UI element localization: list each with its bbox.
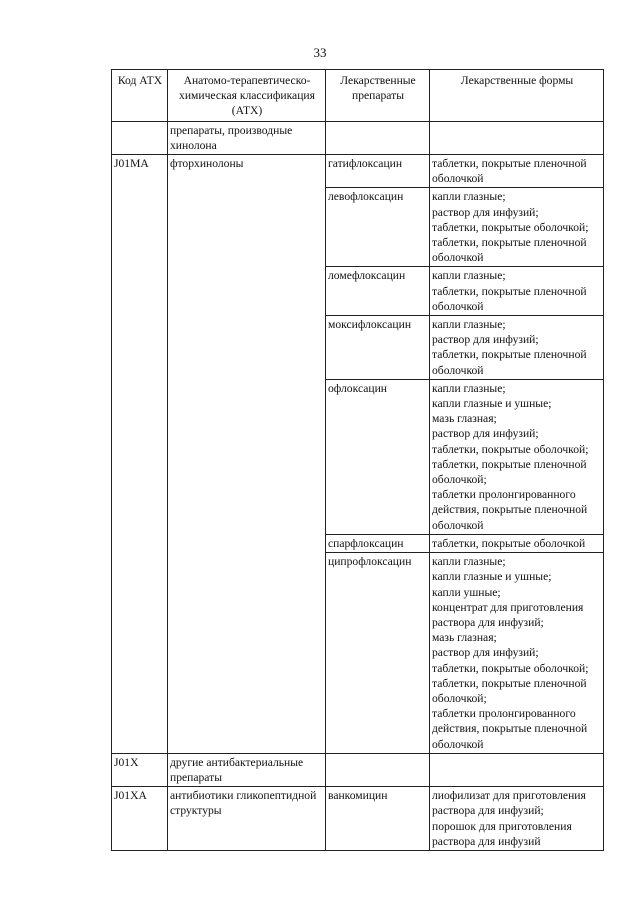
form-item: капли ушные; bbox=[432, 585, 501, 599]
forms-cell bbox=[430, 267, 604, 316]
table-row bbox=[112, 155, 604, 188]
form-item: таблетки, покрытые оболочкой bbox=[432, 536, 586, 550]
form-item: таблетки, покрытые пленочной оболочкой; bbox=[432, 457, 587, 487]
forms-cell bbox=[430, 316, 604, 380]
drug-cell: ломефлоксацин bbox=[326, 267, 430, 316]
form-item: таблетки, покрытые пленочной оболочкой bbox=[432, 348, 587, 377]
form-item: капли глазные; bbox=[432, 381, 506, 395]
atx-code-cell bbox=[112, 121, 168, 154]
forms-cell bbox=[430, 753, 604, 786]
table-row bbox=[112, 753, 604, 786]
forms-cell bbox=[430, 553, 604, 754]
form-item: таблетки, покрытые пленочной оболочкой bbox=[432, 284, 587, 313]
form-item: таблетки, покрытые пленочной оболочкой bbox=[432, 236, 587, 265]
form-item: таблетки пролонгированного действия, покрытые пленочной оболочкой bbox=[432, 707, 588, 751]
form-item: раствор для инфузий; bbox=[432, 205, 539, 219]
atx-code-cell: J01MA bbox=[112, 155, 168, 754]
drug-cell: ванкомицин bbox=[326, 787, 430, 851]
form-item: таблетки, покрытые оболочкой; bbox=[432, 661, 589, 675]
forms-cell bbox=[430, 787, 604, 851]
classification-cell: антибиотики гликопептидной структуры bbox=[168, 787, 326, 851]
table-row bbox=[112, 121, 604, 154]
form-item: раствор для инфузий; bbox=[432, 427, 539, 441]
table-row bbox=[112, 787, 604, 851]
form-item: таблетки, покрытые оболочкой; bbox=[432, 220, 589, 234]
form-item: капли глазные; bbox=[432, 269, 506, 283]
form-item: раствор для инфузий; bbox=[432, 333, 539, 347]
form-item: порошок для приготовления раствора для инфузий bbox=[432, 819, 572, 848]
page-number: 33 bbox=[313, 45, 327, 60]
forms-cell bbox=[430, 155, 604, 188]
classification-cell: препараты, производные хинолона bbox=[168, 121, 326, 154]
form-item: таблетки пролонгированного действия, покрытые пленочной оболочкой bbox=[432, 488, 588, 532]
form-item: капли глазные; bbox=[432, 555, 506, 569]
form-item: капли глазные; bbox=[432, 190, 506, 204]
table-header-row bbox=[112, 70, 604, 122]
form-item: капли глазные и ушные; bbox=[432, 397, 552, 411]
header-classification: Анатомо-терапевтическо-химическая классификация (АТХ) bbox=[168, 70, 326, 122]
drug-cell: офлоксацин bbox=[326, 379, 430, 534]
drug-cell: моксифлоксацин bbox=[326, 316, 430, 380]
classification-cell: другие антибактериальные препараты bbox=[168, 753, 326, 786]
atx-code-cell: J01XA bbox=[112, 787, 168, 851]
form-item: мазь глазная; bbox=[432, 412, 497, 426]
forms-cell bbox=[430, 534, 604, 552]
form-item: таблетки, покрытые оболочкой; bbox=[432, 442, 589, 456]
header-forms: Лекарственные формы bbox=[430, 70, 604, 122]
drug-cell bbox=[326, 121, 430, 154]
forms-cell bbox=[430, 379, 604, 534]
form-item: таблетки, покрытые пленочной оболочкой; bbox=[432, 676, 587, 705]
form-item: таблетки, покрытые пленочной оболочкой bbox=[432, 157, 587, 186]
header-drugs: Лекарственные препараты bbox=[326, 70, 430, 122]
drug-cell: спарфлоксацин bbox=[326, 534, 430, 552]
form-item: капли глазные; bbox=[432, 318, 506, 332]
drug-cell: левофлоксацин bbox=[326, 188, 430, 267]
forms-cell bbox=[430, 188, 604, 267]
atx-table bbox=[111, 69, 604, 851]
drug-cell: гатифлоксацин bbox=[326, 155, 430, 188]
header-code: Код АТХ bbox=[112, 70, 168, 122]
drug-cell: ципрофлоксацин bbox=[326, 553, 430, 754]
atx-code-cell: J01X bbox=[112, 753, 168, 786]
form-item: раствор для инфузий; bbox=[432, 646, 539, 660]
form-item: концентрат для приготовления раствора для инфузий; bbox=[432, 600, 584, 629]
drug-cell bbox=[326, 753, 430, 786]
classification-cell: фторхинолоны bbox=[168, 155, 326, 754]
form-item: мазь глазная; bbox=[432, 631, 497, 645]
form-item: лиофилизат для приготовления раствора для инфузий; bbox=[432, 789, 586, 818]
forms-cell bbox=[430, 121, 604, 154]
form-item: капли глазные и ушные; bbox=[432, 570, 552, 584]
